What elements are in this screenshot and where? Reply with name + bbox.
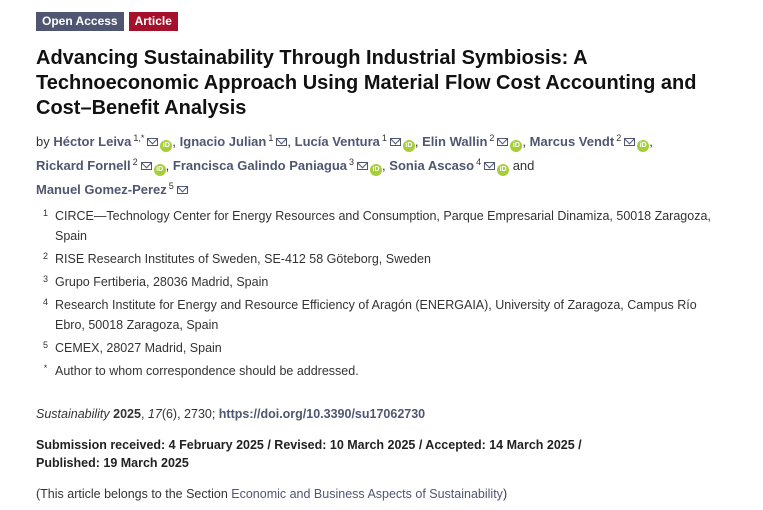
affiliation-text: CEMEX, 28027 Madrid, Spain xyxy=(55,341,222,355)
envelope-icon[interactable] xyxy=(276,138,287,146)
author-separator: and xyxy=(509,158,535,173)
author-item xyxy=(422,134,526,149)
author-affiliation-sup: 3 xyxy=(349,157,355,167)
author-affiliation-sup: 1 xyxy=(381,133,387,143)
citation-page: , 2730; xyxy=(177,407,219,421)
section-note xyxy=(36,485,507,503)
author-item xyxy=(173,158,386,173)
affiliation-item xyxy=(36,206,726,246)
envelope-icon[interactable] xyxy=(141,162,152,170)
citation-year: 2025 xyxy=(113,407,141,421)
author-name-link[interactable]: Sonia Ascaso xyxy=(389,158,475,173)
open-access-badge[interactable]: Open Access xyxy=(36,12,124,31)
citation xyxy=(36,405,425,423)
affiliation-text: Author to whom correspondence should be addressed. xyxy=(55,364,359,378)
author-affiliation-sup: 5 xyxy=(168,181,174,191)
envelope-icon[interactable] xyxy=(357,162,368,170)
section-link[interactable]: Economic and Business Aspects of Sustainability xyxy=(231,487,503,501)
author-name-link[interactable]: Ignacio Julian xyxy=(179,134,267,149)
author-affiliation-sup: 1,* xyxy=(133,133,145,143)
affiliation-number: 1 xyxy=(42,208,48,218)
orcid-icon[interactable]: iD xyxy=(403,140,415,152)
author-affiliation-sup: 2 xyxy=(616,133,622,143)
citation-volume: 17 xyxy=(147,407,162,421)
by-label: by xyxy=(36,134,50,149)
publication-dates: Submission received: 4 February 2025 / Revised: 10 March 2025 / Accepted: 14 March 2025 / Published: 19 March 2025 xyxy=(36,438,582,470)
affiliation-item xyxy=(36,361,726,381)
affiliation-item xyxy=(36,272,726,292)
orcid-icon[interactable]: iD xyxy=(637,140,649,152)
author-separator: , xyxy=(649,134,653,149)
author-list xyxy=(36,128,736,200)
author-affiliation-sup: 2 xyxy=(489,133,495,143)
orcid-icon[interactable]: iD xyxy=(497,164,509,176)
author-name-link[interactable]: Héctor Leiva xyxy=(53,134,132,149)
author-separator: , xyxy=(172,134,177,149)
envelope-icon[interactable] xyxy=(390,138,401,146)
affiliation-text: Research Institute for Energy and Resource Efficiency of Aragón (ENERGAIA), University of Zaragoza, Campus Río Ebro, 50018 Zaragoza, Spain xyxy=(55,298,697,332)
affiliation-item xyxy=(36,338,726,358)
author-name-link[interactable]: Elin Wallin xyxy=(422,134,488,149)
affiliation-number: 2 xyxy=(42,251,48,261)
envelope-icon[interactable] xyxy=(484,162,495,170)
affiliation-text: CIRCE—Technology Center for Energy Resources and Consumption, Parque Empresarial Dinamiza, 50018 Zaragoza, Spain xyxy=(55,209,711,243)
citation-issue: (6) xyxy=(161,407,178,421)
author-item xyxy=(389,158,534,173)
author-item xyxy=(36,158,169,173)
affiliation-number: 4 xyxy=(42,297,48,307)
envelope-icon[interactable] xyxy=(147,138,158,146)
author-affiliation-sup: 1 xyxy=(268,133,274,143)
orcid-icon[interactable]: iD xyxy=(370,164,382,176)
author-name-link[interactable]: Manuel Gomez-Perez xyxy=(36,182,167,197)
author-name-link[interactable]: Lucía Ventura xyxy=(294,134,380,149)
envelope-icon[interactable] xyxy=(624,138,635,146)
author-name-link[interactable]: Francisca Galindo Paniagua xyxy=(172,158,348,173)
section-prefix: (This article belongs to the Section xyxy=(36,487,232,501)
author-item xyxy=(53,134,176,149)
orcid-icon[interactable]: iD xyxy=(510,140,522,152)
author-separator: , xyxy=(414,134,419,149)
envelope-icon[interactable] xyxy=(497,138,508,146)
orcid-icon[interactable]: iD xyxy=(160,140,172,152)
author-separator: , xyxy=(522,134,527,149)
orcid-icon[interactable]: iD xyxy=(154,164,166,176)
author-affiliation-sup: 2 xyxy=(132,157,138,167)
author-name-link[interactable]: Marcus Vendt xyxy=(529,134,615,149)
doi-link[interactable]: https://doi.org/10.3390/su17062730 xyxy=(218,407,426,421)
author-item xyxy=(295,134,419,149)
section-suffix: ) xyxy=(502,487,508,501)
affiliation-list xyxy=(36,206,726,384)
author-item xyxy=(36,182,188,197)
affiliation-text: Grupo Fertiberia, 28036 Madrid, Spain xyxy=(55,275,269,289)
affiliation-number: * xyxy=(43,363,48,373)
author-name-link[interactable]: Rickard Fornell xyxy=(36,158,131,173)
author-affiliation-sup: 4 xyxy=(476,157,482,167)
author-item xyxy=(530,134,653,149)
affiliation-number: 3 xyxy=(42,274,48,284)
author-separator: , xyxy=(287,134,291,149)
author-separator: , xyxy=(165,158,170,173)
article-type-badge: Article xyxy=(129,12,178,31)
badge-row xyxy=(36,12,178,31)
affiliation-text: RISE Research Institutes of Sweden, SE-412 58 Göteborg, Sweden xyxy=(55,252,431,266)
author-separator: , xyxy=(382,158,386,173)
article-title: Advancing Sustainability Through Industrial Symbiosis: A Technoeconomic Approach Using Material Flow Cost Accounting and Cost–Benefit Analysis xyxy=(36,47,697,119)
journal-name: Sustainability xyxy=(36,407,110,421)
affiliation-item xyxy=(36,295,726,335)
affiliation-item xyxy=(36,249,726,269)
citation-comma: , xyxy=(140,407,148,421)
envelope-icon[interactable] xyxy=(177,186,188,194)
author-item xyxy=(180,134,291,149)
affiliation-number: 5 xyxy=(42,340,48,350)
